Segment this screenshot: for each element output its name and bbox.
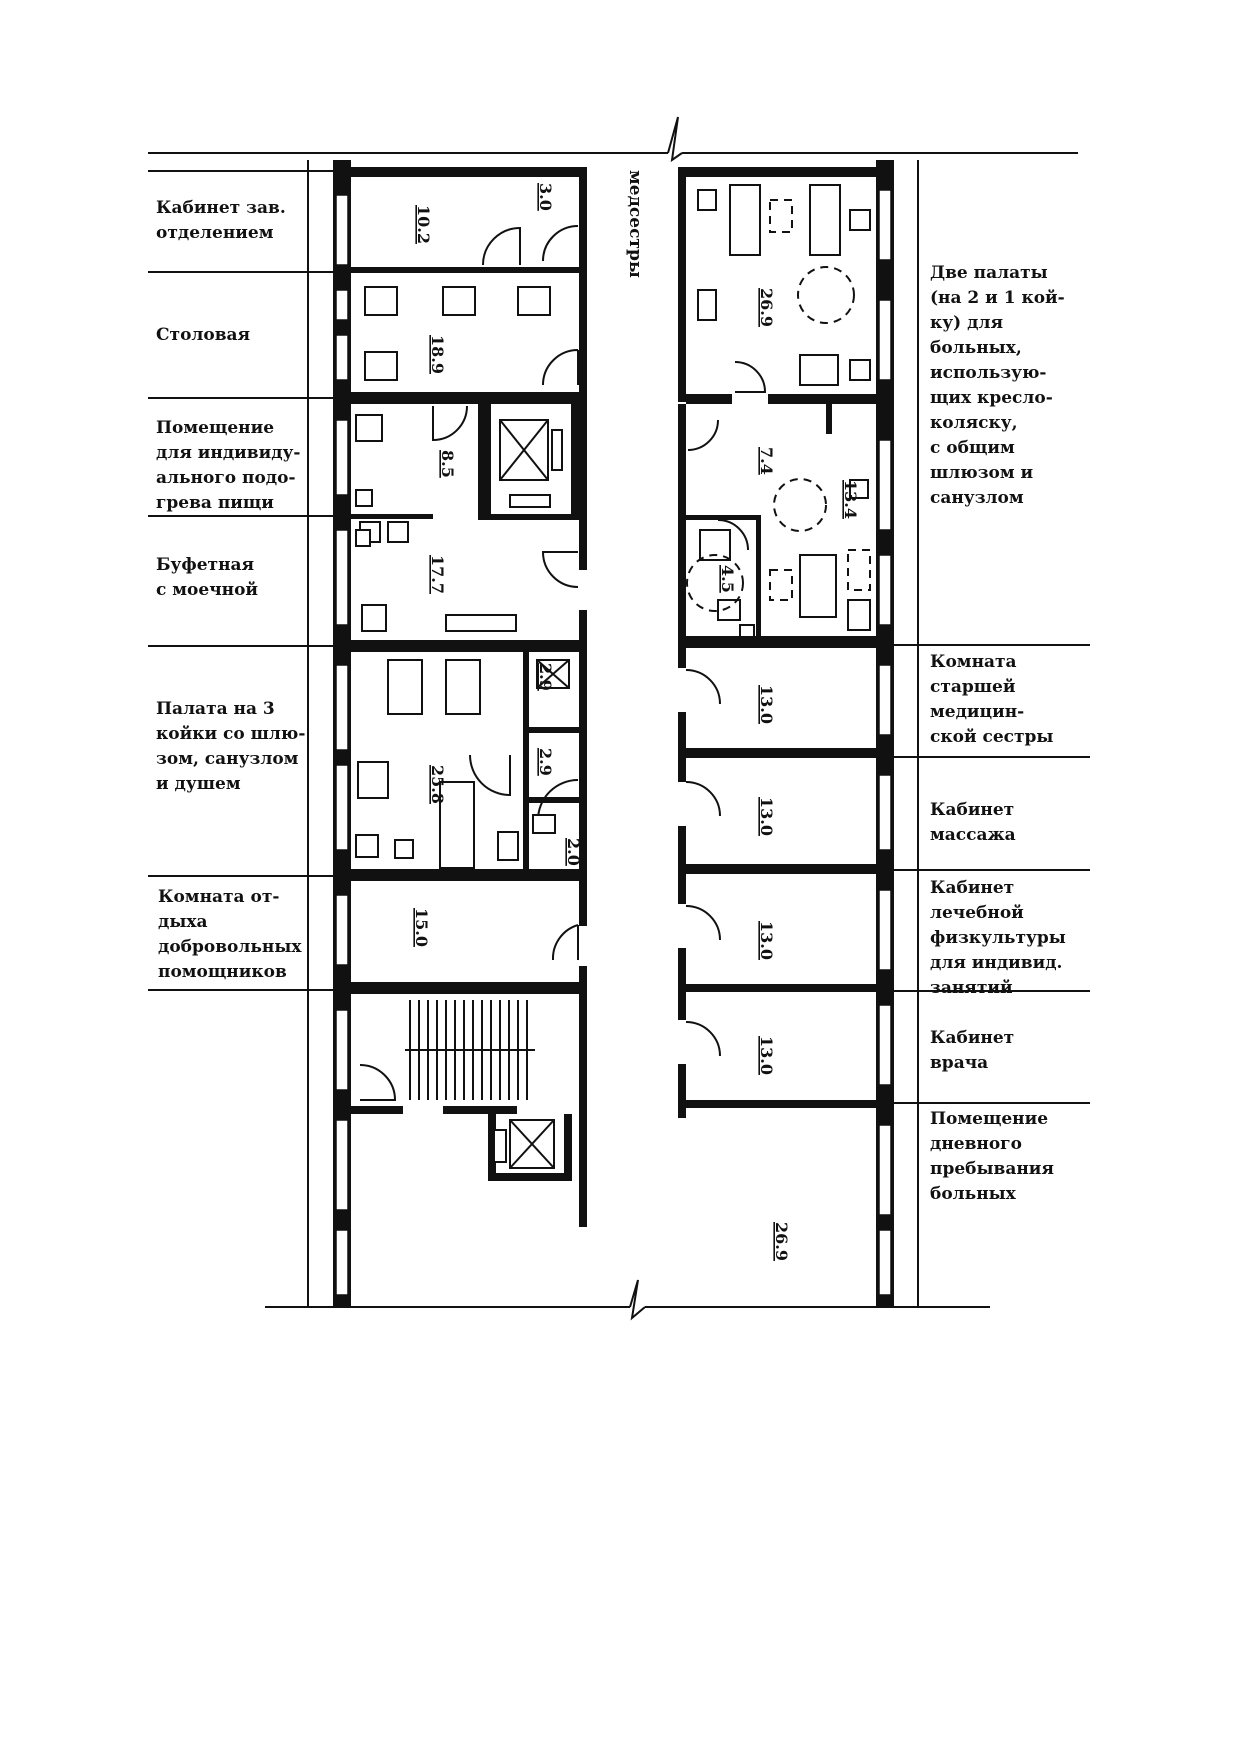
room-label-massage [930,800,1016,845]
area-ward-3-lock: 2.9 [536,748,555,776]
room-label-line: ской сестры [930,727,1054,747]
elevator-shaft-lower [494,1120,554,1168]
room-label-head-office [156,198,286,243]
room-label-line: отделением [156,223,274,243]
room-label-pantry [156,555,258,600]
area-ward-3-wc: 2.0 [564,838,583,866]
room-label-physio [930,878,1066,998]
room-areas [412,183,860,1261]
area-doctor: 13.0 [757,1036,776,1075]
room-label-line: врача [930,1053,989,1073]
left-room-labels [156,198,305,982]
area-head-nurse: 13.0 [757,685,776,724]
room-label-line: Комната от- [158,887,280,907]
area-wheelchair-wc: 4.5 [718,565,737,593]
room-label-line: Кабинет [930,878,1015,898]
corridor-label: медсестры [625,170,645,278]
room-label-line: Две палаты [930,263,1048,283]
room-label-line: Помещение [930,1109,1049,1129]
room-label-line: больных [930,1184,1016,1204]
room-label-line: грева пищи [156,493,274,513]
room-label-line: с общим [930,438,1015,458]
room-label-line: зом, санузлом [156,749,299,769]
room-label-head-nurse [930,652,1053,747]
room-label-line: (на 2 и 1 кой- [930,288,1065,308]
room-label-line: добровольных [158,937,302,957]
area-ward-3: 25.8 [428,765,447,804]
left-windows [336,195,348,1295]
room-label-food-heating [156,418,300,513]
room-label-doctor [930,1028,1014,1073]
room-label-line: Столовая [156,325,251,345]
area-food-heating: 8.5 [438,450,457,478]
room-label-line: ку) для [930,313,1003,333]
room-label-line: Комната [930,652,1017,672]
room-label-day-room [930,1109,1054,1204]
room-label-line: пребывания [930,1159,1054,1179]
room-label-line: старшей [930,677,1016,697]
room-label-volunteers [158,887,302,982]
room-label-dining [156,325,250,345]
room-label-line: для индивид. [930,953,1063,973]
room-label-line: дневного [930,1134,1022,1154]
room-label-wheelchair-wards [930,263,1065,508]
room-label-line: медицин- [930,702,1025,722]
area-wheelchair-lock: 13.4 [841,480,860,519]
room-label-line: использую- [930,363,1047,383]
room-label-line: Помещение [156,418,275,438]
room-label-line: Палата на 3 [156,699,275,719]
area-wheelchair-ward-small: 7.4 [757,447,776,475]
room-label-line: коляску, [930,413,1018,433]
room-label-line: больных, [930,338,1022,358]
room-label-line: койки со шлю- [156,724,306,744]
room-label-line: ального подо- [156,468,296,488]
room-label-line: физкультуры [930,928,1066,948]
room-label-line: Кабинет зав. [156,198,286,218]
area-wheelchair-wards: 26.9 [757,288,776,327]
area-pantry: 17.7 [428,555,447,594]
room-label-line: для индивиду- [156,443,301,463]
room-label-line: занятий [930,978,1013,998]
stairs [405,1000,535,1100]
area-ward-3-shower: 2.9 [536,663,555,691]
right-block-walls [678,160,894,1307]
area-head-office: 10.2 [414,205,433,244]
room-label-line: массажа [930,825,1016,845]
room-label-line: Буфетная [156,555,255,575]
room-label-line: санузлом [930,488,1024,508]
room-label-line: лечебной [930,903,1024,923]
area-physio: 13.0 [757,921,776,960]
room-label-line: Кабинет [930,800,1015,820]
room-label-line: щих кресло- [930,388,1053,408]
right-room-labels [930,263,1066,1204]
room-label-line: помощников [158,962,287,982]
area-volunteers: 15.0 [412,908,431,947]
area-head-wc: 3.0 [536,183,555,211]
room-label-line: Кабинет [930,1028,1015,1048]
room-label-line: с моечной [156,580,259,600]
area-dining: 18.9 [428,335,447,374]
area-day-room: 26.9 [772,1222,791,1261]
room-label-line: шлюзом и [930,463,1034,483]
room-label-line: дыха [158,912,208,932]
room-label-line: и душем [156,774,241,794]
elevator-shaft-upper [500,420,562,507]
area-massage: 13.0 [757,797,776,836]
room-label-ward-3 [156,699,305,794]
